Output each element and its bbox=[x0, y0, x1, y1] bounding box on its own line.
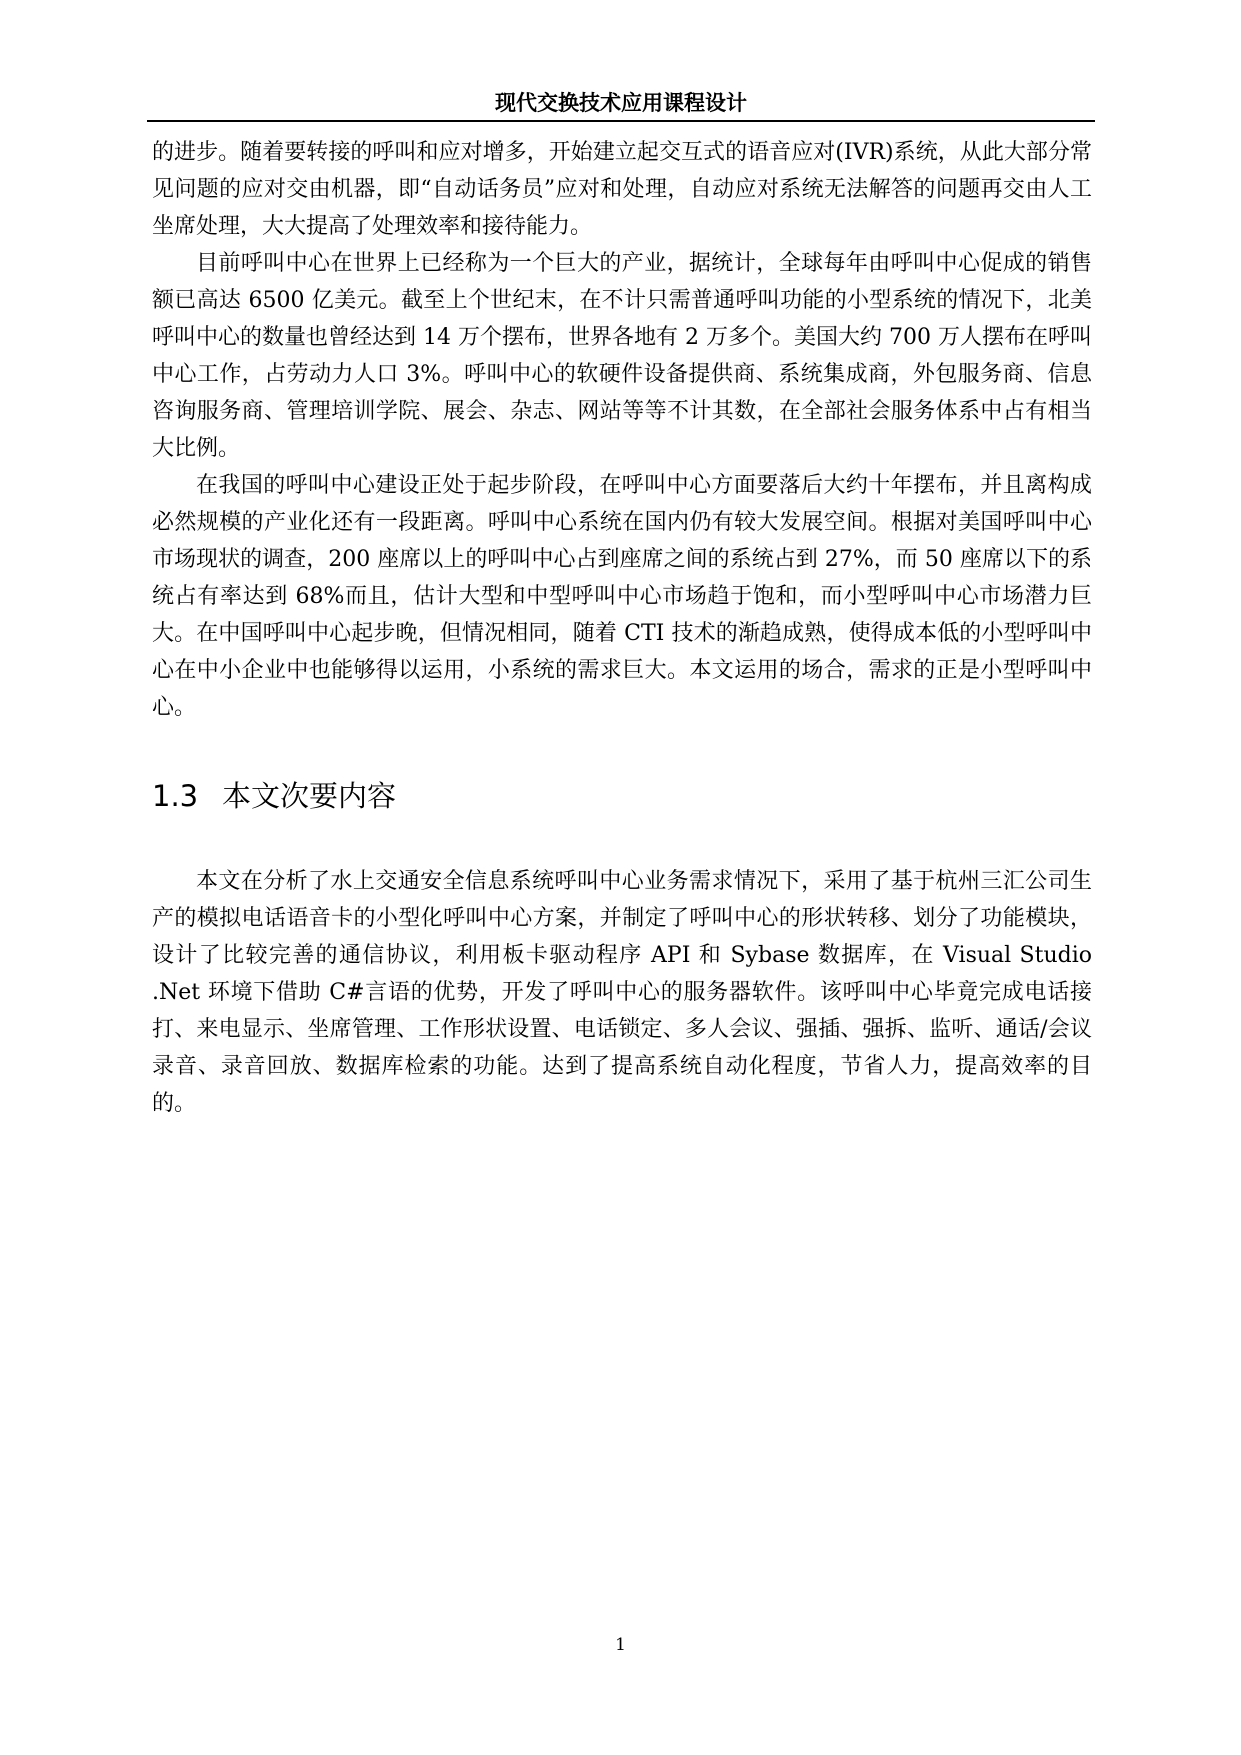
header-title: 现代交换技术应用课程设计 bbox=[495, 91, 747, 115]
paragraph-continuation: 的进步。随着要转接的呼叫和应对增多，开始建立起交互式的语音应对(IVR)系统，从此大部分常见问题的应对交由机器，即“自动话务员”应对和处理，自动应对系统无法解答的问题再交由人工坐席处理，大大提高了处理效率和接待能力。 bbox=[152, 140, 1092, 239]
section-number: 1.3 bbox=[152, 779, 199, 813]
section-title: 本文次要内容 bbox=[222, 779, 397, 813]
document-body bbox=[152, 134, 1092, 1122]
paragraph-industry: 目前呼叫中心在世界上已经称为一个巨大的产业，据统计，全球每年由呼叫中心促成的销售额已高达 6500 亿美元。截至上个世纪末，在不计只需普通呼叫功能的小型系统的情况下，北美呼叫中心的数量也曾经达到 14 万个摆布，世界各地有 2 万多个。美国大约 700 万人摆布在呼叫中心工作，占劳动力人口 3%。呼叫中心的软硬件设备提供商、系统集成商，外包服务商、信息咨询服务商、管理培训学院、展会、杂志、网站等等不计其数，在全部社会服务体系中占有相当大比例。 bbox=[152, 251, 1092, 461]
page-header bbox=[147, 86, 1095, 122]
page-number: 1 bbox=[615, 1635, 626, 1655]
paragraph-section-content: 本文在分析了水上交通安全信息系统呼叫中心业务需求情况下，采用了基于杭州三汇公司生产的模拟电话语音卡的小型化呼叫中心方案，并制定了呼叫中心的形状转移、划分了功能模块，设计了比较完善的通信协议，利用板卡驱动程序 API 和 Sybase 数据库，在 Visual Studio .Net 环境下借助 C#言语的优势，开发了呼叫中心的服务器软件。该呼叫中心毕竟完成电话接打、来电显示、坐席管理、工作形状设置、电话锁定、多人会议、强插、强拆、监听、通话/会议录音、录音回放、数据库检索的功能。达到了提高系统自动化程度，节省人力，提高效率的目的。 bbox=[152, 869, 1092, 1116]
paragraph-china: 在我国的呼叫中心建设正处于起步阶段，在呼叫中心方面要落后大约十年摆布，并且离构成必然规模的产业化还有一段距离。呼叫中心系统在国内仍有较大发展空间。根据对美国呼叫中心市场现状的调查，200 座席以上的呼叫中心占到座席之间的系统占到 27%，而 50 座席以下的系统占有率达到 68%而且，估计大型和中型呼叫中心市场趋于饱和，而小型呼叫中心市场潜力巨大。在中国呼叫中心起步晚，但情况相同，随着 CTI 技术的渐趋成熟，使得成本低的小型呼叫中心在中小企业中也能够得以运用，小系统的需求巨大。本文运用的场合，需求的正是小型呼叫中心。 bbox=[152, 473, 1092, 720]
section-heading bbox=[152, 776, 1092, 816]
